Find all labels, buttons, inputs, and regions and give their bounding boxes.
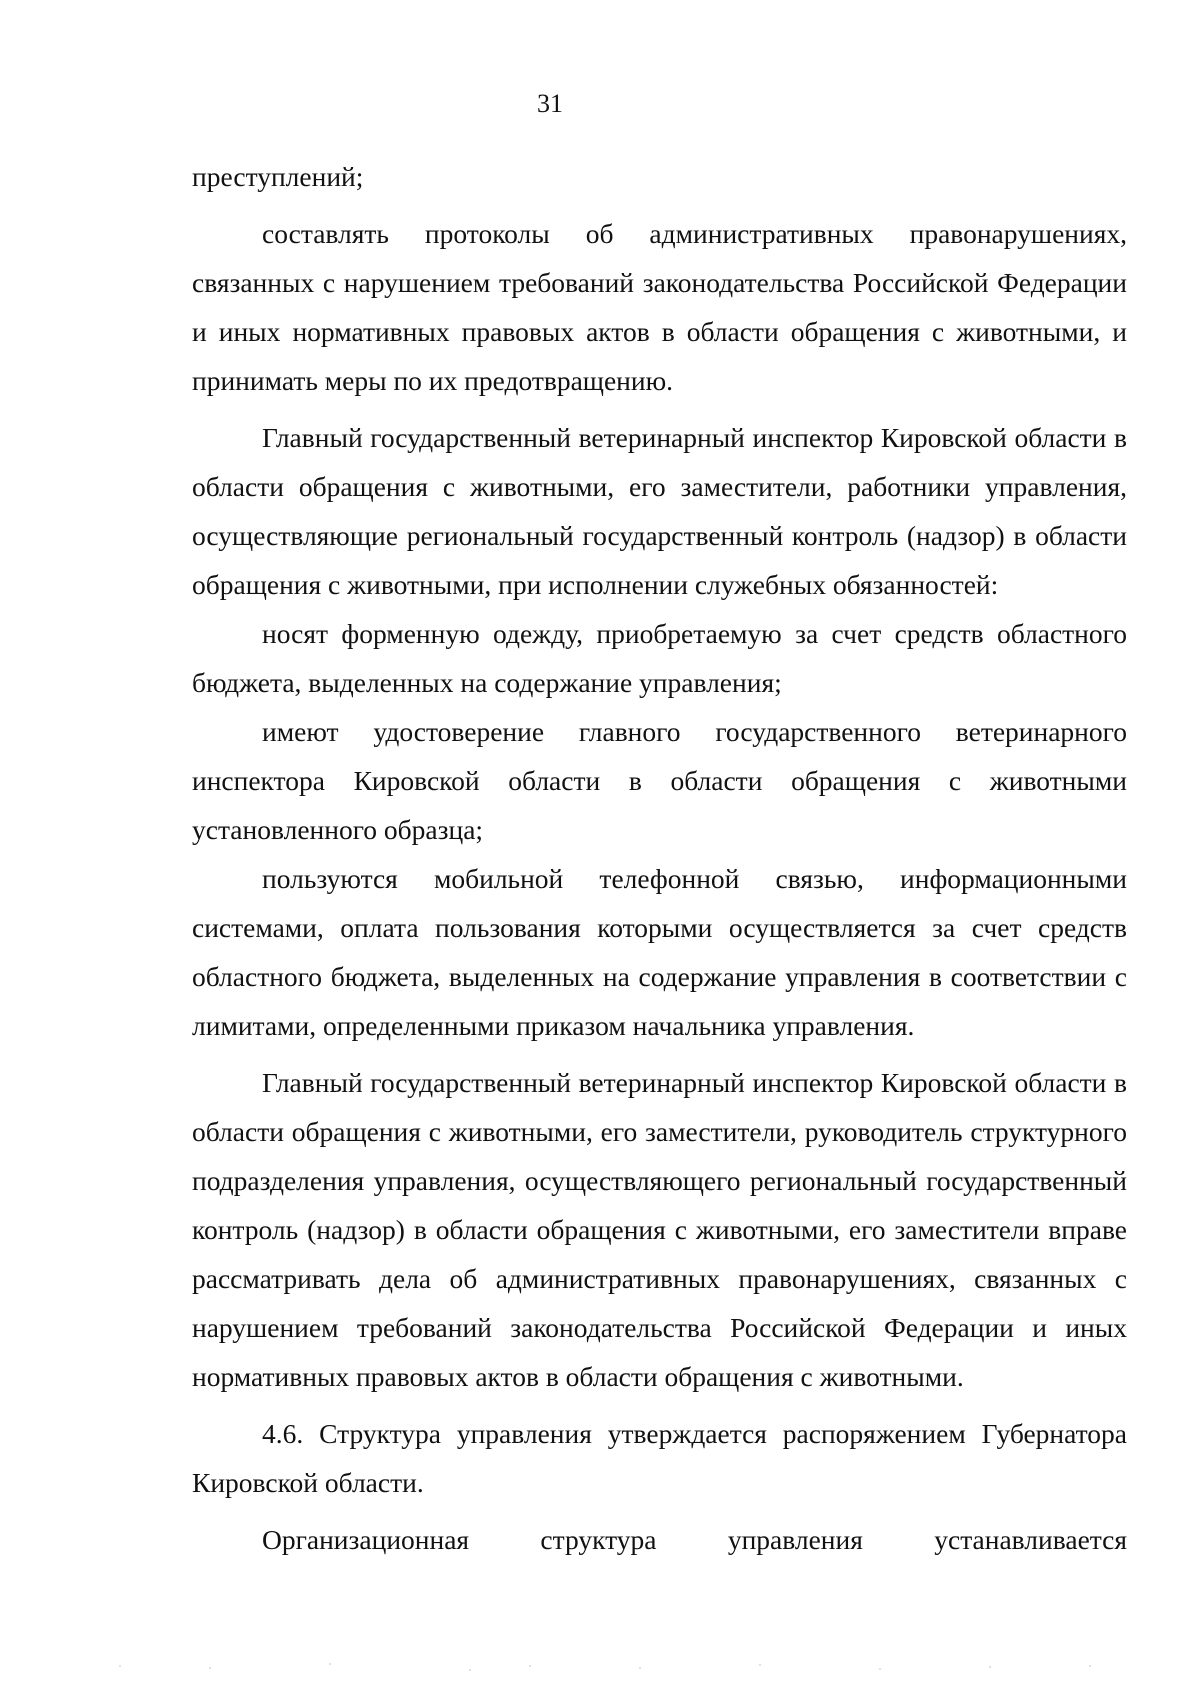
paragraph-5: имеют удостоверение главного государственного ветеринарного инспектора Кировской области в области обращения с животными установленного образца; — [192, 716, 1127, 845]
paragraph-3: Главный государственный ветеринарный инспектор Кировской области в области обращения с животными, его заместители, работники управления, осуществляющие региональный государственный контроль (надзор) в области обращения с животными, при исполнении служебных обязанностей: — [192, 422, 1127, 600]
document-body — [192, 152, 1127, 1564]
paragraph-4: носят форменную одежду, приобретаемую за счет средств областного бюджета, выделенных на содержание управления; — [192, 618, 1127, 698]
paragraph-1: преступлений; — [192, 161, 364, 192]
paragraph-6: пользуются мобильной телефонной связью, информационными системами, оплата пользования которыми осуществляется за счет средств областного бюджета, выделенных на содержание управления в соответствии с лимитами, определенными приказом начальника управления. — [192, 863, 1127, 1041]
page-number: 31 — [537, 89, 563, 118]
paragraph-7: Главный государственный ветеринарный инспектор Кировской области в области обращения с животными, его заместители, руководитель структурного подразделения управления, осуществляющего региональный государственный контроль (надзор) в области обращения с животными, его заместители вправе рассматривать дела об административных правонарушениях, связанных с нарушением требований законодательства Российской Федерации и иных нормативных правовых актов в области обращения с животными. — [192, 1067, 1127, 1392]
paragraph-8: 4.6. Структура управления утверждается распоряжением Губернатора Кировской области. — [192, 1418, 1127, 1498]
paragraph-9: Организационная структура управления устанавливается — [262, 1524, 1127, 1555]
scan-artifacts — [0, 1646, 1200, 1686]
paragraph-2: составлять протоколы об административных правонарушениях, связанных с нарушением требований законодательства Российской Федерации и иных нормативных правовых актов в области обращения с животными, и принимать меры по их предотвращению. — [192, 218, 1127, 396]
